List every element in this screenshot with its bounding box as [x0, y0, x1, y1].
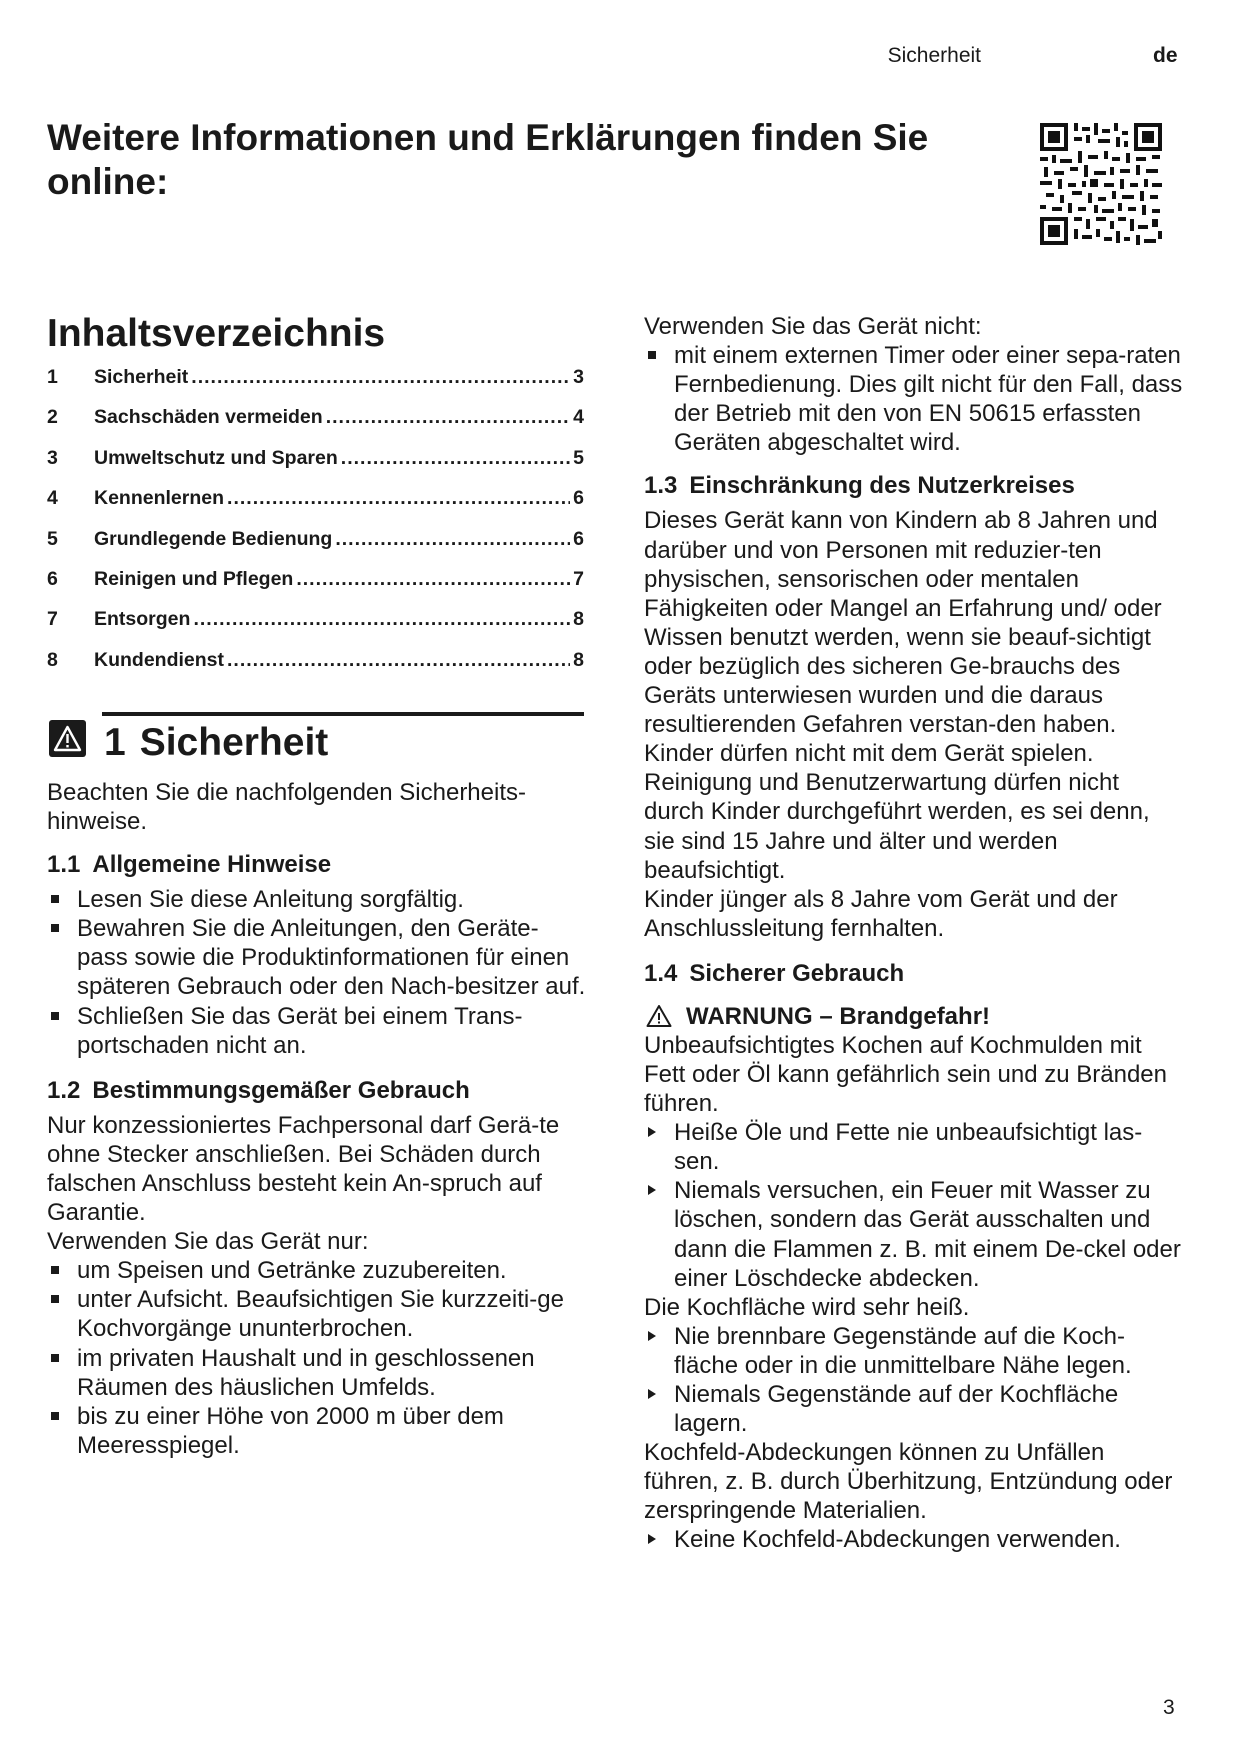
paragraph: Kinder dürfen nicht mit dem Gerät spielen. — [644, 740, 1094, 768]
intended-use-list — [47, 1256, 587, 1460]
paragraph: Kinder jünger als 8 Jahre vom Gerät und der Anschlussleitung fernhalten. — [644, 885, 1118, 942]
toc-entry-label: Entsorgen — [94, 608, 191, 631]
toc-entry-label: Reinigen und Pflegen — [94, 567, 294, 590]
toc-entry-label: Sicherheit — [94, 366, 189, 388]
paragraph: Verwenden Sie das Gerät nicht: — [644, 313, 982, 340]
toc-entry-number: 2 — [47, 406, 58, 429]
toc-entry-label: Kennenlernen — [94, 487, 225, 510]
toc-entry-number: 8 — [47, 648, 58, 671]
right-column — [644, 312, 1184, 1555]
warning-heading — [644, 1002, 1184, 1031]
header-section-label: Sicherheit — [887, 44, 981, 67]
section-title-text: Sicherheit — [139, 721, 329, 764]
not-intended-use-list — [644, 341, 1184, 457]
action-list — [644, 1322, 1184, 1438]
toc-entry-page: 8 — [573, 608, 584, 631]
toc-entry-number: 5 — [47, 527, 58, 550]
paragraph: Dieses Gerät kann von Kindern ab 8 Jahren und darüber und von Personen mit reduzier-ten physischen, sensorischen oder mentalen Fähigkeiten oder Mangel an Erfahrung und/ oder Wissen benutzt werden, wenn sie beauf-sichtigt oder bezüglich des sicheren Ge-brauchs des Geräts unterwiesen wurden und die daraus resultierenden Gefahren verstan-den haben. — [644, 507, 1162, 739]
section-number: 1 — [104, 721, 126, 764]
left-column — [47, 778, 587, 1460]
section-title — [104, 720, 342, 766]
paragraph: Unbeaufsichtigtes Kochen auf Kochmulden mit Fett oder Öl kann gefährlich sein und zu Bränden führen. — [644, 1031, 1167, 1118]
toc-entry-number: 7 — [47, 608, 58, 631]
subsection-title: Einschränkung des Nutzerkreises — [689, 472, 1075, 500]
action-list — [644, 1525, 1184, 1554]
subsection-title: Bestimmungsgemäßer Gebrauch — [92, 1076, 470, 1104]
toc-dot-leader — [296, 568, 570, 591]
toc-entry[interactable] — [47, 447, 584, 487]
section-divider — [102, 712, 584, 716]
toc-entry-label: Umweltschutz und Sparen — [94, 446, 338, 469]
toc-dot-leader — [191, 366, 570, 389]
paragraph: Reinigung und Benutzerwartung dürfen nicht durch Kinder durchgeführt werden, es sei denn, sie sind 15 Jahre und älter und werden beaufsichtigt. — [644, 769, 1150, 884]
page-number: 3 — [1163, 1696, 1175, 1719]
header-language: de — [1153, 44, 1178, 67]
paragraph: Kochfeld-Abdeckungen können zu Unfällen führen, z. B. durch Überhitzung, Entzündung oder zerspringende Materialien. — [644, 1439, 1173, 1525]
toc-entry-label: Kundendienst — [94, 648, 224, 671]
warning-text: WARNUNG – Brandgefahr! — [686, 1002, 991, 1030]
toc-entry-number: 1 — [47, 366, 58, 388]
table-of-contents — [47, 366, 584, 689]
subsection-number: 1.2 — [47, 1076, 81, 1104]
toc-dot-leader — [326, 406, 570, 429]
paragraph: Die Kochfläche wird sehr heiß. — [644, 1293, 970, 1321]
subsection-heading-1-3 — [644, 471, 1184, 500]
general-notes-list — [47, 885, 587, 1060]
toc-dot-leader — [193, 608, 570, 631]
toc-entry-page: 6 — [573, 527, 584, 550]
section-intro: Beachten Sie die nachfolgenden Sicherheits-hinweise. — [47, 779, 526, 836]
action-item: Heiße Öle und Fette nie unbeaufsichtigt las-sen. — [644, 1118, 1184, 1176]
toc-dot-leader — [227, 487, 570, 510]
warning-icon — [49, 720, 86, 757]
action-item: Niemals versuchen, ein Feuer mit Wasser zu löschen, sondern das Gerät ausschalten und dann die Flammen z. B. mit einem De-ckel oder einer Löschdecke abdecken. — [644, 1176, 1184, 1292]
toc-entry-label: Sachschäden vermeiden — [94, 406, 323, 429]
toc-dot-leader — [341, 447, 570, 470]
page-title: Weitere Informationen und Erklärungen finden Sie online: — [47, 117, 929, 202]
toc-dot-leader — [227, 649, 570, 672]
list-item: mit einem externen Timer oder einer sepa-raten Fernbedienung. Dies gilt nicht für den Fall, dass der Betrieb mit den von EN 50615 erfassten Geräten abgeschaltet wird. — [644, 341, 1184, 457]
toc-entry-page: 6 — [573, 487, 584, 510]
list-item: Bewahren Sie die Anleitungen, den Geräte-pass sowie die Produktinformationen für einen späteren Gebrauch oder den Nach-besitzer auf. — [47, 914, 587, 1001]
qr-code[interactable] — [1038, 121, 1164, 247]
list-item: im privaten Haushalt und in geschlossenen Räumen des häuslichen Umfelds. — [47, 1344, 587, 1402]
subsection-title: Sicherer Gebrauch — [689, 959, 905, 987]
toc-entry-page: 4 — [573, 406, 584, 429]
subsection-number: 1.1 — [47, 851, 81, 879]
list-item: bis zu einer Höhe von 2000 m über dem Meeresspiegel. — [47, 1402, 587, 1460]
subsection-number: 1.4 — [644, 959, 678, 987]
toc-entry-page: 5 — [573, 446, 584, 469]
toc-entry-page: 8 — [573, 648, 584, 671]
toc-entry-number: 6 — [47, 567, 58, 590]
action-item: Keine Kochfeld-Abdeckungen verwenden. — [644, 1525, 1184, 1554]
toc-entry[interactable] — [47, 487, 584, 527]
warning-triangle-icon — [646, 1004, 672, 1028]
subsection-heading-1-1 — [47, 850, 587, 879]
list-item: unter Aufsicht. Beaufsichtigen Sie kurzzeiti-ge Kochvorgänge ununterbrochen. — [47, 1285, 587, 1343]
subsection-number: 1.3 — [644, 472, 678, 500]
subsection-heading-1-4 — [644, 959, 1184, 988]
action-item: Niemals Gegenstände auf der Kochfläche lagern. — [644, 1380, 1184, 1438]
toc-entry[interactable] — [47, 366, 584, 406]
toc-entry-page: 3 — [573, 366, 584, 388]
list-item: Schließen Sie das Gerät bei einem Trans-portschaden nicht an. — [47, 1002, 587, 1060]
toc-entry-page: 7 — [573, 567, 584, 590]
action-list — [644, 1118, 1184, 1293]
toc-entry[interactable] — [47, 568, 584, 608]
list-item: um Speisen und Getränke zuzubereiten. — [47, 1256, 587, 1285]
toc-entry[interactable] — [47, 649, 584, 689]
toc-entry[interactable] — [47, 406, 584, 446]
subsection-heading-1-2 — [47, 1076, 587, 1105]
toc-dot-leader — [335, 528, 570, 551]
toc-entry-label: Grundlegende Bedienung — [94, 527, 333, 550]
subsection-title: Allgemeine Hinweise — [92, 851, 332, 879]
action-item: Nie brennbare Gegenstände auf die Koch-fläche oder in die unmittelbare Nähe legen. — [644, 1322, 1184, 1380]
toc-title: Inhaltsverzeichnis — [47, 312, 386, 355]
paragraph: Verwenden Sie das Gerät nur: — [47, 1228, 369, 1256]
toc-entry[interactable] — [47, 528, 584, 568]
list-item: Lesen Sie diese Anleitung sorgfältig. — [47, 885, 587, 914]
toc-entry-number: 3 — [47, 446, 58, 469]
paragraph: Nur konzessioniertes Fachpersonal darf Gerä-te ohne Stecker anschließen. Bei Schäden durch falschen Anschluss besteht kein An-spruch auf Garantie. — [47, 1111, 560, 1227]
toc-entry[interactable] — [47, 608, 584, 648]
toc-entry-number: 4 — [47, 487, 58, 510]
